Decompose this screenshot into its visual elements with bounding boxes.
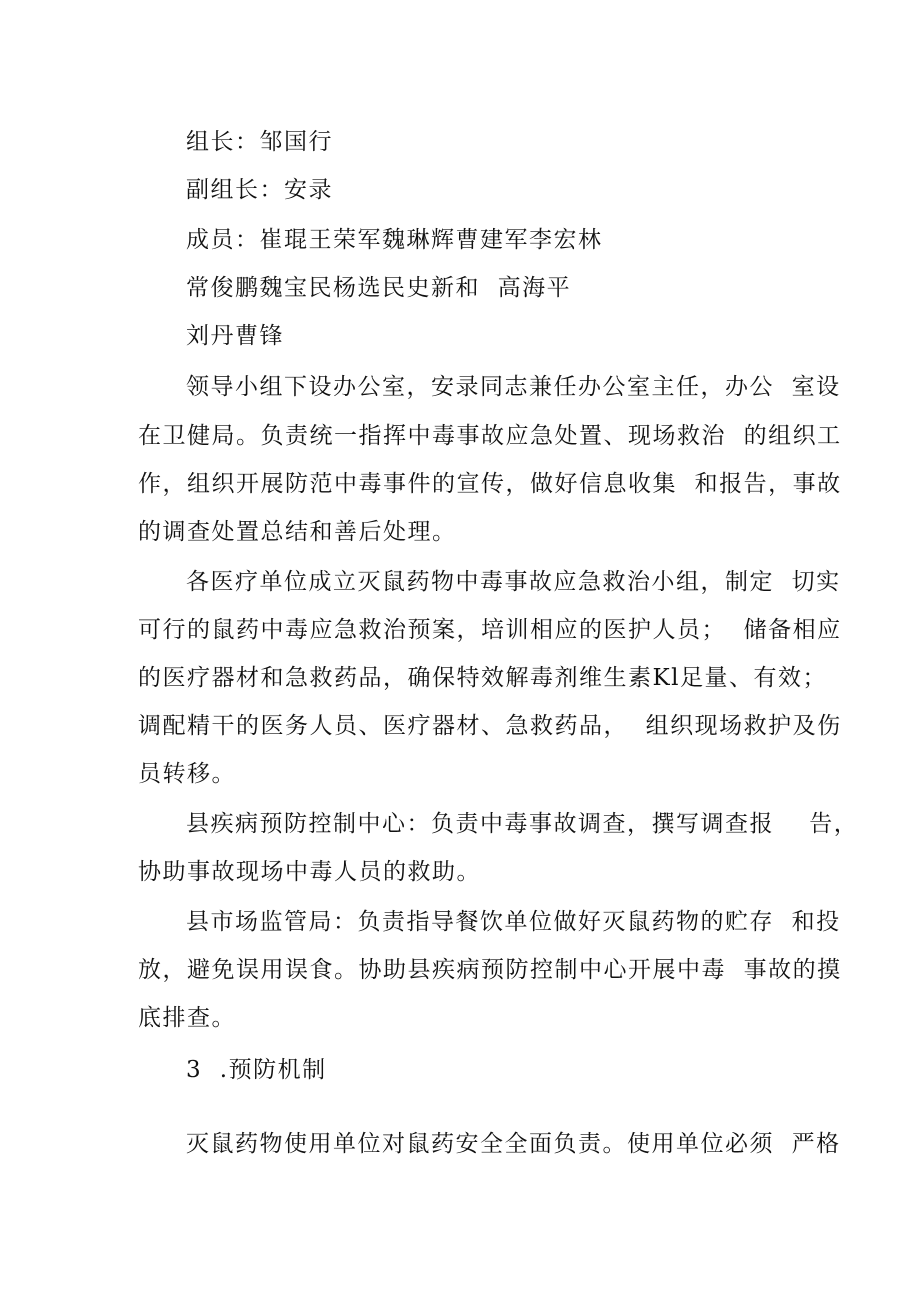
text-line-group-leader: 组长：邹国行 <box>186 129 333 155</box>
paragraph-medical-line-1: 各医疗单位成立灭鼠药物中毒事故应急救治小组，制定 切实 <box>186 569 841 595</box>
paragraph-market-line-3: 底排查。 <box>138 1005 236 1031</box>
paragraph-office-line-2: 在卫健局。负责统一指挥中毒事故应急处置、现场救治 的组织工 <box>138 423 842 449</box>
text-line-members-cont-2: 刘丹曹锋 <box>186 323 284 349</box>
paragraph-cdc-line-1: 县疾病预防控制中心：负责中毒事故调查，撰写调查报 告， <box>186 811 859 837</box>
paragraph-market-line-1: 县市场监管局：负责指导餐饮单位做好灭鼠药物的贮存 和投 <box>186 909 841 935</box>
section-heading-prevention: 3 .预防机制 <box>186 1057 327 1083</box>
paragraph-medical-line-5: 员转移。 <box>138 761 236 787</box>
paragraph-prevention-line-1: 灭鼠药物使用单位对鼠药安全全面负责。使用单位必须 严格 <box>186 1131 841 1157</box>
text-line-members: 成员：崔琨王荣军魏琳辉曹建军李宏林 <box>186 227 603 253</box>
paragraph-medical-line-3: 的医疗器材和急救药品，确保特效解毒剂维生素Kl足量、有效； <box>138 665 828 691</box>
text-line-members-cont: 常俊鹏魏宝民杨选民史新和 高海平 <box>186 275 572 301</box>
paragraph-cdc-line-2: 协助事故现场中毒人员的救助。 <box>138 859 481 885</box>
paragraph-office-line-1: 领导小组下设办公室，安录同志兼任办公室主任，办公 室设 <box>186 374 841 400</box>
paragraph-market-line-2: 放，避免误用误食。协助县疾病预防控制中心开展中毒 事故的摸 <box>138 957 842 983</box>
paragraph-medical-line-4: 调配精干的医务人员、医疗器材、急救药品， 组织现场救护及伤 <box>138 713 842 739</box>
paragraph-office-line-4: 的调查处置总结和善后处理。 <box>138 519 457 545</box>
paragraph-medical-line-2: 可行的鼠药中毒应急救治预案，培训相应的医护人员； 储备相应 <box>138 617 842 643</box>
text-line-deputy-leader: 副组长：安录 <box>186 177 333 203</box>
paragraph-office-line-3: 作，组织开展防范中毒事件的宣传，做好信息收集 和报告，事故 <box>138 471 842 497</box>
